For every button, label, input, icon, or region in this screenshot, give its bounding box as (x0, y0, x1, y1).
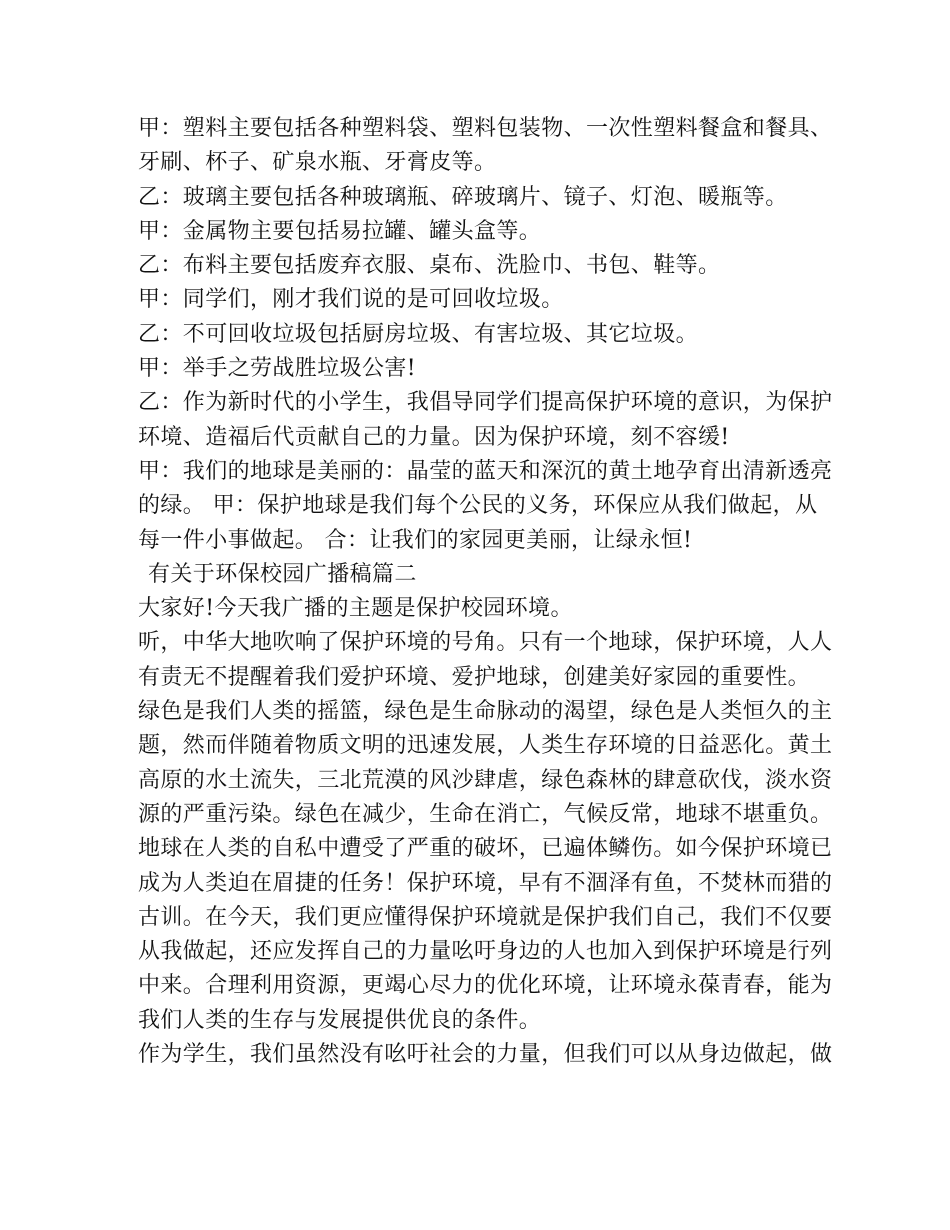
text-line: 绿色是我们人类的摇篮，绿色是生命脉动的渴望，绿色是人类恒久的主 (138, 699, 833, 725)
text-line: 地球在人类的自私中遭受了严重的破坏，已遍体鳞伤。如今保护环境已 (138, 836, 833, 862)
text-line: 古训。在今天，我们更应懂得保护环境就是保护我们自己，我们不仅要 (138, 904, 833, 930)
text-line: 甲：塑料主要包括各种塑料袋、塑料包装物、一次性塑料餐盒和餐具、 (138, 116, 833, 141)
text-line: 乙：布料主要包括废弃衣服、桌布、洗脸巾、书包、鞋等。 (138, 253, 721, 279)
text-line: 作为学生，我们虽然没有吆吁社会的力量，但我们可以从身边做起，做 (138, 1042, 833, 1068)
text-line: 有责无不提醒着我们爱护环境、爱护地球，创建美好家园的重要性。 (138, 664, 811, 690)
text-line: 高原的水土流失，三北荒漠的风沙肆虐，绿色森林的肆意砍伐，淡水资 (138, 767, 833, 793)
section-heading: 有关于环保校园广播稿篇二 (148, 561, 417, 587)
text-line: 源的严重污染。绿色在减少，生命在消亡，气候反常，地球不堪重负。 (138, 801, 833, 827)
text-line: 题，然而伴随着物质文明的迅速发展，人类生存环境的日益恶化。黄土 (138, 733, 833, 759)
text-line: 我们人类的生存与发展提供优良的条件。 (138, 1007, 542, 1033)
text-line: 听，中华大地吹响了保护环境的号角。只有一个地球，保护环境，人人 (138, 630, 833, 656)
text-line: 环境、造福后代贡献自己的力量。因为保护环境，刻不容缓! (138, 424, 730, 450)
text-line: 乙：不可回收垃圾包括厨房垃圾、有害垃圾、其它垃圾。 (138, 321, 699, 347)
text-line: 乙：作为新时代的小学生，我倡导同学们提高保护环境的意识，为保护 (138, 390, 833, 416)
text-line: 从我做起，还应发挥自己的力量吆吁身边的人也加入到保护环境是行列 (138, 939, 833, 965)
text-line: 大家好!今天我广播的主题是保护校园环境。 (138, 596, 573, 622)
text-line: 每一件小事做起。 合：让我们的家园更美丽，让绿永恒! (138, 527, 693, 553)
text-line: 牙刷、杯子、矿泉水瓶、牙膏皮等。 (138, 150, 497, 176)
text-line: 成为人类迫在眉捷的任务！保护环境，早有不涸泽有鱼，不焚林而猎的 (138, 870, 833, 896)
text-line: 甲：同学们，刚才我们说的是可回收垃圾。 (138, 287, 564, 313)
text-line: 甲：我们的地球是美丽的：晶莹的蓝天和深沉的黄土地孕育出清新透亮 (138, 458, 833, 484)
text-line: 中来。合理利用资源，更竭心尽力的优化环境，让环境永葆青春，能为 (138, 973, 833, 999)
text-line: 甲：金属物主要包括易拉罐、罐头盒等。 (138, 218, 542, 244)
text-line: 甲：举手之劳战胜垃圾公害! (138, 356, 417, 382)
text-line: 的绿。 甲：保护地球是我们每个公民的义务，环保应从我们做起，从 (138, 493, 818, 519)
text-line: 乙：玻璃主要包括各种玻璃瓶、碎玻璃片、镜子、灯泡、暖瓶等。 (138, 184, 788, 210)
document-body (138, 112, 833, 1072)
